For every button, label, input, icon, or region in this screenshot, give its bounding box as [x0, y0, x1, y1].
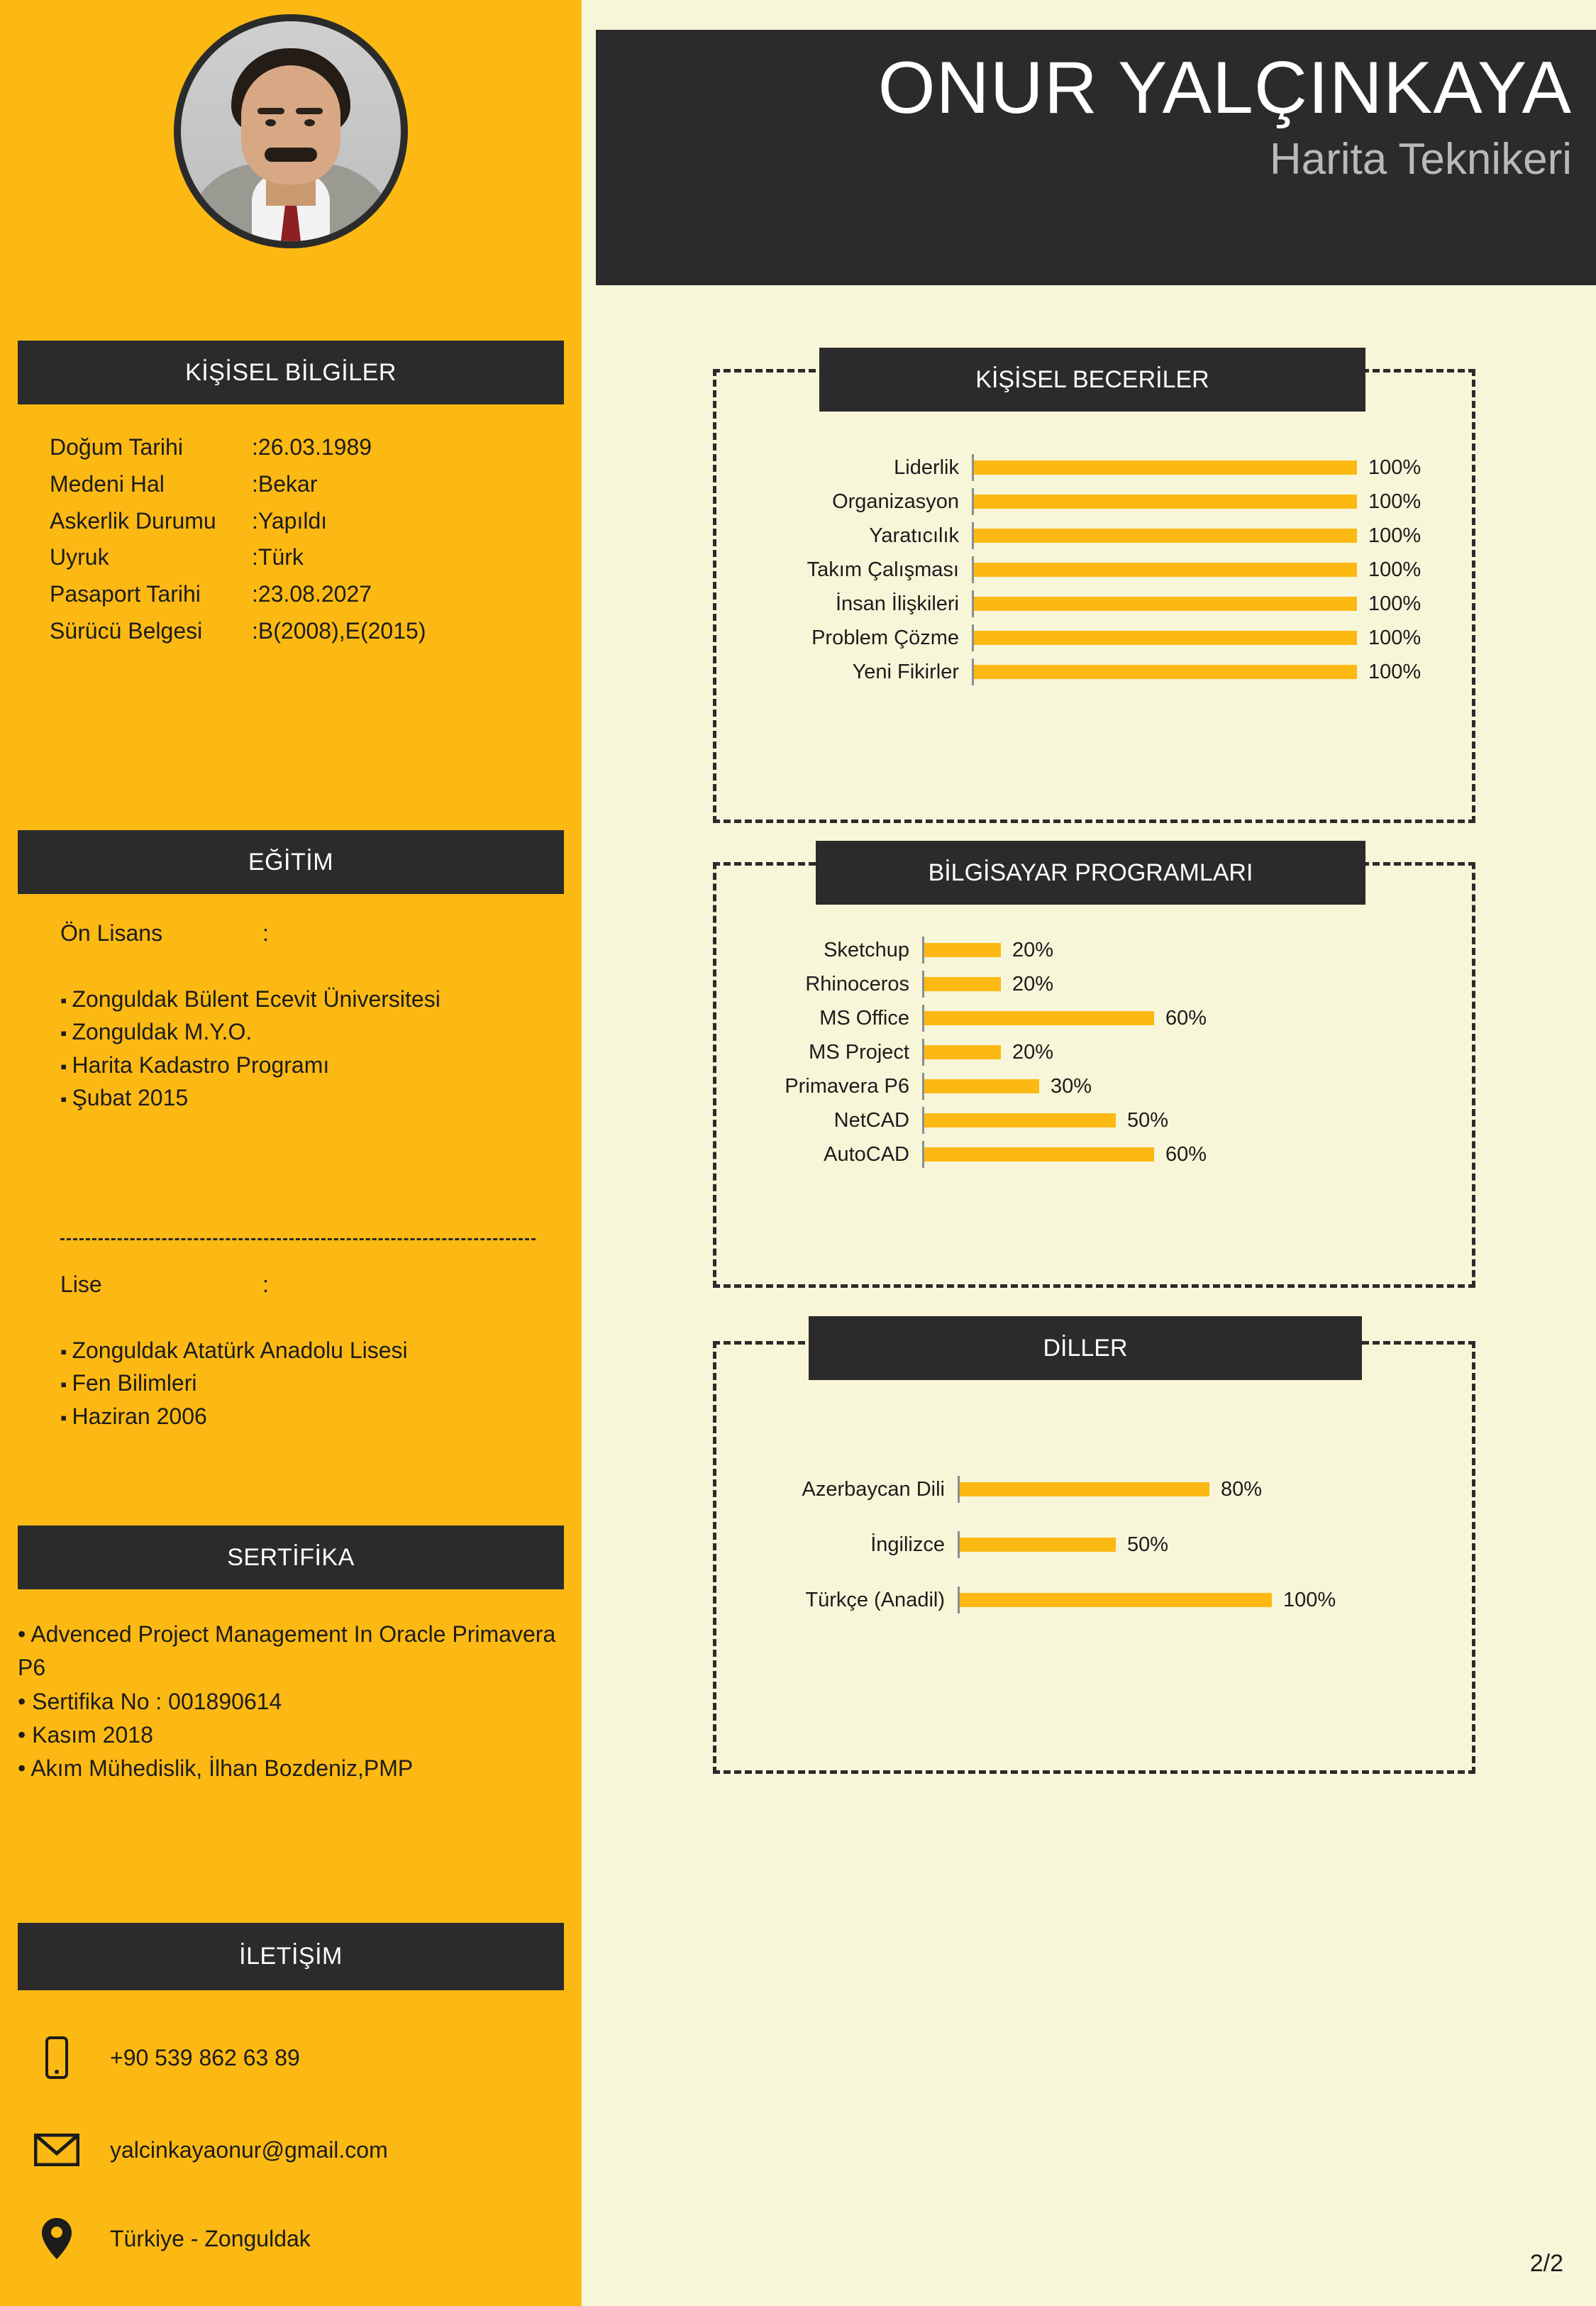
- chart-bar: [974, 597, 1357, 611]
- chart-value-label: 20%: [1012, 938, 1054, 961]
- chart-value-label: 100%: [1368, 626, 1422, 649]
- contact-email-row[interactable]: [32, 2118, 571, 2182]
- education-high-heading: [60, 1267, 557, 1303]
- chart-value-label: 20%: [1012, 972, 1054, 995]
- chart-row: [731, 658, 1461, 685]
- chart-value-label: 80%: [1221, 1477, 1263, 1501]
- chart-row: [731, 488, 1461, 515]
- education-item: ▪ Fen Bilimleri: [60, 1367, 557, 1399]
- chart-row: [731, 522, 1461, 549]
- personal-info-value: :26.03.1989: [252, 434, 372, 460]
- chart-bar: [974, 529, 1357, 543]
- personal-info-row: [50, 576, 560, 613]
- personal-info-list: [50, 429, 560, 650]
- name-banner: [596, 30, 1596, 285]
- chart-value-label: 100%: [1368, 558, 1422, 581]
- personal-info-value: :Bekar: [252, 470, 318, 497]
- education-high-items: [60, 1334, 557, 1433]
- chart-row: [731, 624, 1461, 651]
- contact-phone-row[interactable]: [32, 2026, 571, 2090]
- chart-bar: [924, 943, 1001, 957]
- phone-icon: [32, 2036, 82, 2079]
- certificate-item: • Sertifika No : 001890614: [18, 1685, 578, 1719]
- high-label: Lise: [60, 1271, 102, 1297]
- chart-value-label: 100%: [1283, 1588, 1336, 1611]
- education-divider: [60, 1238, 536, 1240]
- chart-category-label: Liderlik: [894, 456, 959, 479]
- chart-bar: [974, 460, 1357, 475]
- chart-bar: [960, 1593, 1272, 1607]
- chart-row: [731, 1107, 1461, 1134]
- high-colon: :: [262, 1271, 269, 1297]
- personal-info-label: Doğum Tarihi: [50, 434, 183, 460]
- chart-value-label: 50%: [1127, 1108, 1169, 1132]
- personal-info-row: [50, 429, 560, 466]
- certificate-item: • Advenced Project Management In Oracle Primavera P6: [18, 1618, 578, 1685]
- chart-value-label: 100%: [1368, 660, 1422, 683]
- panel-title-languages: DİLLER: [809, 1316, 1362, 1380]
- certificate-item: • Akım Mühedislik, İlhan Bozdeniz,PMP: [18, 1752, 578, 1785]
- chart-row: [731, 556, 1461, 583]
- section-header-education: EĞİTİM: [18, 830, 564, 894]
- chart-category-label: Primavera P6: [785, 1074, 909, 1098]
- personal-info-label: Medeni Hal: [50, 470, 165, 497]
- personal-info-value: :Türk: [252, 544, 304, 570]
- chart-bar: [960, 1538, 1116, 1552]
- education-item: ▪ Zonguldak Atatürk Anadolu Lisesi: [60, 1334, 557, 1367]
- chart-value-label: 20%: [1012, 1040, 1054, 1064]
- section-header-certificate: SERTİFİKA: [18, 1526, 564, 1589]
- email-text: yalcinkayaonur@gmail.com: [110, 2136, 388, 2163]
- education-assoc-items: [60, 983, 557, 1115]
- envelope-icon: [32, 2134, 82, 2166]
- page-number: 2/2: [1529, 2250, 1563, 2277]
- chart-category-label: Sketchup: [824, 938, 909, 961]
- assoc-colon: :: [262, 920, 269, 946]
- sidebar-gap: [582, 0, 596, 2306]
- education-assoc-heading: [60, 915, 557, 952]
- avatar-photo: [181, 21, 401, 241]
- certificate-items: [18, 1618, 578, 1786]
- chart-category-label: MS Project: [809, 1040, 909, 1064]
- personal-info-row: [50, 503, 560, 540]
- section-header-contact: İLETİŞİM: [18, 1923, 564, 1990]
- location-text: Türkiye - Zonguldak: [110, 2225, 311, 2251]
- chart-row: [731, 590, 1461, 617]
- chart-value-label: 60%: [1165, 1142, 1207, 1166]
- personal-info-row: [50, 613, 560, 650]
- personal-info-label: Uyruk: [50, 544, 109, 570]
- chart-bar: [924, 1113, 1116, 1127]
- chart-bar: [974, 665, 1357, 679]
- location-pin-icon: [32, 2217, 82, 2261]
- personal-info-row: [50, 539, 560, 576]
- education-item: ▪ Zonguldak M.Y.O.: [60, 1015, 557, 1048]
- chart-row: [731, 971, 1461, 998]
- chart-value-label: 60%: [1165, 1006, 1207, 1030]
- chart-row: [731, 1141, 1461, 1168]
- chart-row: [731, 1476, 1461, 1503]
- panel-title-skills: KİŞİSEL BECERİLER: [819, 348, 1365, 412]
- chart-bar: [924, 1011, 1154, 1025]
- chart-value-label: 100%: [1368, 592, 1422, 615]
- personal-info-label: Askerlik Durumu: [50, 507, 216, 534]
- chart-row: [731, 937, 1461, 964]
- chart-category-label: Türkçe (Anadil): [805, 1588, 945, 1611]
- chart-category-label: Rhinoceros: [805, 972, 909, 995]
- chart-bar: [974, 563, 1357, 577]
- chart-skills: [731, 454, 1461, 693]
- chart-value-label: 30%: [1051, 1074, 1092, 1098]
- chart-row: [731, 1005, 1461, 1032]
- certificate-item: • Kasım 2018: [18, 1719, 578, 1752]
- chart-value-label: 50%: [1127, 1533, 1169, 1556]
- job-title: Harita Teknikeri: [1269, 135, 1572, 184]
- education-item: ▪ Şubat 2015: [60, 1081, 557, 1114]
- chart-programs: [731, 937, 1461, 1175]
- chart-category-label: Yeni Fikirler: [852, 660, 959, 683]
- chart-category-label: Problem Çözme: [811, 626, 959, 649]
- chart-category-label: İnsan İlişkileri: [835, 592, 959, 615]
- phone-text: +90 539 862 63 89: [110, 2044, 300, 2070]
- chart-category-label: İngilizce: [870, 1533, 945, 1556]
- page-title: ONUR YALÇINKAYA: [877, 47, 1572, 129]
- personal-info-value: :23.08.2027: [252, 581, 372, 607]
- assoc-label: Ön Lisans: [60, 920, 163, 946]
- chart-value-label: 100%: [1368, 524, 1422, 547]
- chart-bar: [924, 1147, 1154, 1162]
- chart-bar: [974, 631, 1357, 645]
- chart-languages: [731, 1476, 1461, 1642]
- chart-category-label: Organizasyon: [832, 490, 959, 513]
- chart-category-label: Yaratıcılık: [869, 524, 959, 547]
- education-item: ▪ Haziran 2006: [60, 1400, 557, 1433]
- chart-bar: [924, 1079, 1039, 1093]
- education-item: ▪ Zonguldak Bülent Ecevit Üniversitesi: [60, 983, 557, 1015]
- chart-category-label: MS Office: [819, 1006, 909, 1030]
- contact-location-row[interactable]: [32, 2207, 571, 2271]
- personal-info-value: :Yapıldı: [252, 507, 328, 534]
- chart-value-label: 100%: [1368, 490, 1422, 513]
- personal-info-row: [50, 466, 560, 503]
- chart-category-label: AutoCAD: [824, 1142, 909, 1166]
- chart-value-label: 100%: [1368, 456, 1422, 479]
- education-item: ▪ Harita Kadastro Programı: [60, 1049, 557, 1081]
- chart-bar: [960, 1482, 1209, 1496]
- chart-row: [731, 454, 1461, 481]
- chart-row: [731, 1531, 1461, 1558]
- chart-bar: [974, 495, 1357, 509]
- chart-bar: [924, 1045, 1001, 1059]
- chart-category-label: NetCAD: [833, 1108, 909, 1132]
- chart-category-label: Takım Çalışması: [807, 558, 959, 581]
- chart-bar: [924, 977, 1001, 991]
- section-header-personal: KİŞİSEL BİLGİLER: [18, 341, 564, 404]
- chart-row: [731, 1587, 1461, 1613]
- chart-row: [731, 1073, 1461, 1100]
- personal-info-label: Sürücü Belgesi: [50, 618, 203, 644]
- chart-row: [731, 1039, 1461, 1066]
- panel-title-programs: BİLGİSAYAR PROGRAMLARI: [816, 841, 1365, 905]
- personal-info-label: Pasaport Tarihi: [50, 581, 201, 607]
- personal-info-value: :B(2008),E(2015): [252, 618, 426, 644]
- chart-category-label: Azerbaycan Dili: [802, 1477, 945, 1501]
- avatar: [174, 14, 408, 248]
